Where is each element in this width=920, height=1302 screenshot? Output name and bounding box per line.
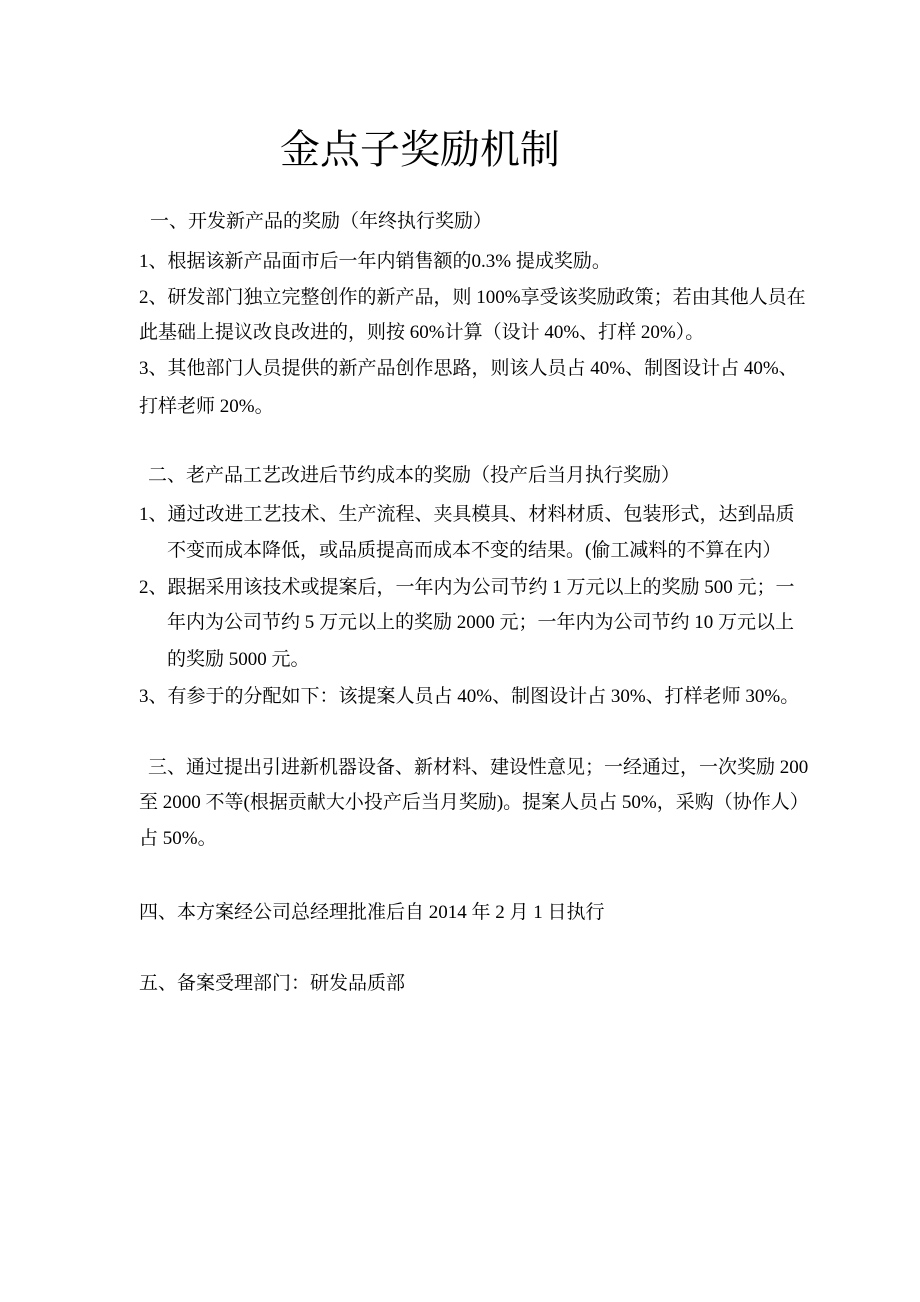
section-2-heading: 二、老产品工艺改进后节约成本的奖励（投产后当月执行奖励） [148, 465, 681, 486]
section-4: 四、本方案经公司总经理批准后自 2014 年 2 月 1 日执行 [139, 902, 605, 923]
document-title: 金点子奖励机制 [280, 127, 560, 172]
section-5: 五、备案受理部门：研发品质部 [139, 973, 406, 994]
section-2-item-2-cont2: 的奖励 5000 元。 [167, 649, 310, 670]
section-3-line-3: 占 50%。 [139, 828, 217, 849]
section-1-item-1: 1、根据该新产品面市后一年内销售额的0.3% 提成奖励。 [139, 251, 611, 272]
section-1-heading: 一、开发新产品的奖励（年终执行奖励） [150, 211, 493, 232]
section-3-line-1: 三、通过提出引进新机器设备、新材料、建设性意见；一经通过，一次奖励 200 [148, 757, 809, 778]
section-1-item-3-cont: 打样老师 20%。 [139, 396, 274, 417]
section-1-item-3: 3、其他部门人员提供的新产品创作思路，则该人员占 40%、制图设计占 40%、 [139, 358, 798, 379]
section-1-item-2: 2、研发部门独立完整创作的新产品，则 100%享受该奖励政策；若由其他人员在 [139, 287, 806, 308]
section-2-item-1-cont: 不变而成本降低，或品质提高而成本不变的结果。(偷工减料的不算在内） [167, 540, 782, 561]
section-2-item-3: 3、有参于的分配如下：该提案人员占 40%、制图设计占 30%、打样老师 30%。 [139, 686, 800, 707]
section-1-item-2-cont: 此基础上提议改良改进的，则按 60%计算（设计 40%、打样 20%）。 [139, 322, 705, 343]
section-2-item-2: 2、跟据采用该技术或提案后，一年内为公司节约 1 万元以上的奖励 500 元；一 [139, 577, 795, 598]
section-2-item-2-cont: 年内为公司节约 5 万元以上的奖励 2000 元；一年内为公司节约 10 万元以上 [167, 612, 795, 633]
section-2-item-1: 1、通过改进工艺技术、生产流程、夹具模具、材料材质、包装形式，达到品质 [139, 504, 795, 525]
section-3-line-2: 至 2000 不等(根据贡献大小投产后当月奖励)。提案人员占 50%，采购（协作人） [139, 792, 809, 813]
